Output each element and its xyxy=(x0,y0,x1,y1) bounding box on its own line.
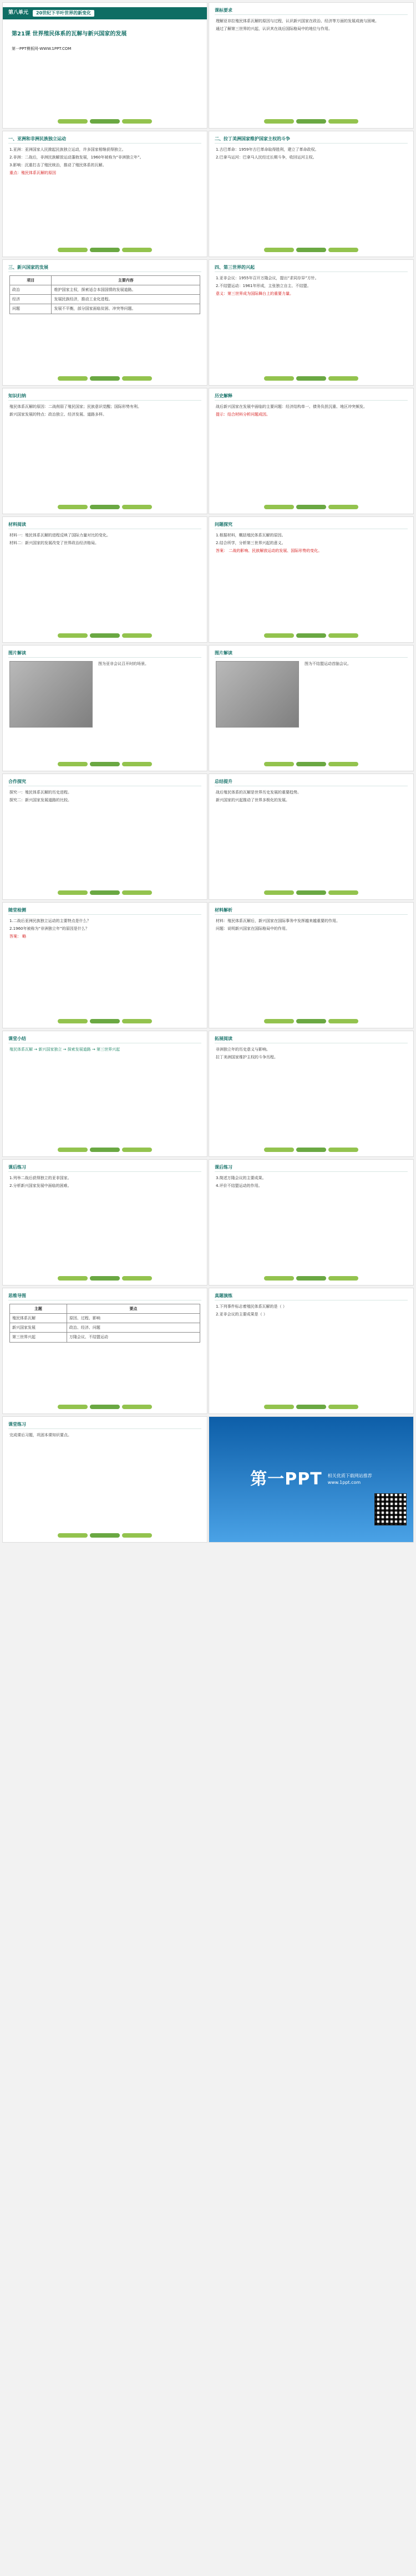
slide-content xyxy=(216,18,407,114)
text-line: 2.不结盟运动：1961年形成，主张独立自主、不结盟。 xyxy=(216,284,311,289)
text-line: 3.影响：沉重打击了殖民统治，推动了殖民体系的瓦解。 xyxy=(9,163,106,168)
slide-title: 历史解释 xyxy=(215,393,408,401)
answer-text: 二战的影响、民族解放运动的发展、国际形势的变化。 xyxy=(229,549,322,554)
slide-footer xyxy=(3,762,207,767)
slide-content xyxy=(216,275,407,371)
footer-pill xyxy=(122,1533,152,1538)
text-line: 2.巴拿马运河：巴拿马人民经过长期斗争，收回运河主权。 xyxy=(216,155,317,160)
slide-content xyxy=(216,147,407,242)
slide-content xyxy=(216,661,407,756)
brand-panel xyxy=(209,1417,413,1542)
historical-photo xyxy=(216,661,299,728)
table-cell: 经济 xyxy=(10,295,52,304)
answer-text: 略 xyxy=(22,934,27,939)
text-line: 2.1960年被称为“非洲独立年”的原因是什么？ xyxy=(9,926,89,931)
photo-caption: 图为不结盟运动首脑会议。 xyxy=(305,662,351,666)
footer-pill xyxy=(90,119,120,124)
footer-pill xyxy=(296,505,326,509)
slide-section-three xyxy=(2,259,207,386)
text-line: 2.结合所学，分析第三世界兴起的意义。 xyxy=(216,541,286,546)
table-cell: 问题 xyxy=(10,304,52,314)
footer-pill xyxy=(122,1148,152,1152)
content-table xyxy=(9,1304,200,1343)
text-line: 2.非洲：二战后，非洲民族解放运动蓬勃发展，1960年被称为“非洲独立年”。 xyxy=(9,155,144,160)
text-line: 探究一：殖民体系瓦解的历史进程。 xyxy=(9,790,72,795)
slide-title: 总结提升 xyxy=(215,779,408,786)
text-line: 4.评价不结盟运动的作用。 xyxy=(216,1184,262,1189)
footer-pill xyxy=(264,1276,294,1281)
footer-pill xyxy=(264,376,294,381)
footer-pill xyxy=(58,1148,88,1152)
unit-label: 第八单元 xyxy=(8,10,29,16)
slide-title: 课标要求 xyxy=(215,7,408,15)
slide-extended xyxy=(209,1031,414,1157)
footer-pill xyxy=(264,505,294,509)
slide-explanation xyxy=(209,388,414,514)
text-line: 拉丁美洲国家维护主权的斗争历程。 xyxy=(216,1055,278,1060)
slide-content xyxy=(9,404,200,499)
footer-pill xyxy=(122,505,152,509)
text-line: 殖民体系瓦解的原因：二战削弱了殖民国家；民族意识觉醒；国际形势有利。 xyxy=(9,404,141,409)
footer-pill xyxy=(122,248,152,252)
footer-pill xyxy=(264,762,294,766)
slide-mindmap xyxy=(2,1288,207,1414)
footer-pill xyxy=(264,1148,294,1152)
table-header: 主题 xyxy=(10,1304,67,1314)
text-line: 材料一：殖民体系瓦解的进程反映了国际力量对比的变化。 xyxy=(9,533,110,537)
slide-picture-1 xyxy=(2,645,207,771)
slide-cooperate xyxy=(2,774,207,900)
table-cell: 第三世界兴起 xyxy=(10,1333,67,1342)
slide-inquiry xyxy=(209,516,414,643)
slide-content xyxy=(216,790,407,885)
slide-title: 一、亚洲和非洲民族独立运动 xyxy=(8,136,201,144)
slide-classwork xyxy=(2,1416,207,1543)
slide-content xyxy=(9,275,200,371)
slide-title: 知识归纳 xyxy=(8,393,201,401)
slide-content xyxy=(9,1304,200,1399)
text-line: 战后新兴国家在发展中面临的主要问题：经济结构单一、债务负担沉重、地区冲突频发。 xyxy=(216,404,367,409)
slide-analysis xyxy=(209,902,414,1028)
text-line: 通过了解第三世界的兴起，认识其在战后国际格局中的地位与作用。 xyxy=(216,27,332,32)
footer-pill xyxy=(90,1533,120,1538)
slide-material xyxy=(2,516,207,643)
table-header: 要点 xyxy=(67,1304,200,1314)
lesson-subtitle: 第一PPT模板网-WWW.1PPT.COM xyxy=(12,47,72,51)
footer-pill xyxy=(122,890,152,895)
slide-footer xyxy=(209,633,413,639)
footer-pill xyxy=(328,1405,358,1409)
footer-pill xyxy=(58,762,88,766)
slide-content xyxy=(9,532,200,628)
unit-banner xyxy=(3,7,207,19)
slide-title: 课堂练习 xyxy=(8,1421,201,1429)
footer-pill xyxy=(296,1019,326,1023)
table-header: 项目 xyxy=(10,276,52,285)
slide-content xyxy=(9,1432,200,1528)
footer-pill xyxy=(90,1405,120,1409)
slide-title: 问题探究 xyxy=(215,521,408,529)
slide-title: 课后练习 xyxy=(8,1164,201,1172)
slide-title: 四、第三世界的兴起 xyxy=(215,264,408,272)
table-cell: 政治 xyxy=(10,285,52,295)
historical-photo xyxy=(9,661,93,728)
footer-pill xyxy=(90,1019,120,1023)
footer-pill xyxy=(90,1148,120,1152)
content-table xyxy=(9,275,200,314)
footer-pill xyxy=(58,1405,88,1409)
footer-pill xyxy=(58,248,88,252)
footer-pill xyxy=(328,1276,358,1281)
photo-caption: 图为亚非会议召开时的场景。 xyxy=(98,662,149,666)
footer-pill xyxy=(58,633,88,638)
footer-pill xyxy=(58,505,88,509)
text-line: 材料二：新兴国家的发展改变了世界政治经济格局。 xyxy=(9,541,99,546)
slide-content xyxy=(216,1304,407,1399)
brand-sub-line: 相关优质下载网站推荐 xyxy=(327,1473,372,1478)
footer-pill xyxy=(122,633,152,638)
table-cell: 发展民族经济，推动工业化进程。 xyxy=(52,295,200,304)
footer-pill xyxy=(296,1405,326,1409)
footer-pill xyxy=(122,119,152,124)
slide-content xyxy=(9,790,200,885)
table-cell: 维护国家主权，探索适合本国国情的发展道路。 xyxy=(52,285,200,295)
footer-pill xyxy=(328,376,358,381)
brand-logo: 第一PPT xyxy=(250,1469,322,1489)
slide-title: 合作探究 xyxy=(8,779,201,786)
table-row xyxy=(10,1333,200,1342)
slide-footer xyxy=(209,1019,413,1025)
lesson-title: 第21课 世界殖民体系的瓦解与新兴国家的发展 xyxy=(12,31,127,37)
footer-pill xyxy=(264,248,294,252)
footer-pill xyxy=(122,1019,152,1023)
text-line: 1.列举二战后获得独立的亚非国家。 xyxy=(9,1176,72,1180)
text-line: 1.二战后亚洲民族独立运动的主要特点是什么？ xyxy=(9,919,91,923)
slide-footer xyxy=(209,1405,413,1410)
table-row xyxy=(10,304,200,314)
footer-pill xyxy=(90,248,120,252)
unit-tag: 20世纪下半叶世界的新变化 xyxy=(33,10,94,17)
slide-footer xyxy=(3,248,207,253)
slide-footer xyxy=(3,1405,207,1410)
slide-title: 拓展阅读 xyxy=(215,1036,408,1043)
footer-pill xyxy=(296,762,326,766)
slide-footer xyxy=(3,1276,207,1282)
footer-pill xyxy=(90,890,120,895)
answer-label: 答案： xyxy=(216,549,227,554)
footer-pill xyxy=(122,376,152,381)
slide-title: 课后练习 xyxy=(215,1164,408,1172)
slide-brand xyxy=(209,1416,414,1543)
slide-picture-2 xyxy=(209,645,414,771)
table-row xyxy=(10,1323,200,1333)
footer-pill xyxy=(296,1148,326,1152)
footer-pill xyxy=(296,633,326,638)
table-cell: 发展不平衡，部分国家面临贫困、冲突等问题。 xyxy=(52,304,200,314)
table-row xyxy=(10,285,200,295)
slide-footer xyxy=(3,633,207,639)
text-line: 新兴国家发展的特点：政治独立、经济发展、道路多样。 xyxy=(9,412,106,417)
footer-pill xyxy=(58,890,88,895)
slide-content xyxy=(216,404,407,499)
text-line: 1.古巴革命：1959年古巴革命取得胜利，建立了革命政权。 xyxy=(216,147,319,152)
text-line: 1.亚非会议：1955年召开万隆会议，提出“求同存异”方针。 xyxy=(216,276,319,280)
footer-pill xyxy=(296,119,326,124)
slide-exercise-2 xyxy=(209,1159,414,1286)
slide-title: 图片解读 xyxy=(8,650,201,658)
footer-pill xyxy=(328,890,358,895)
footer-pill xyxy=(90,376,120,381)
text-line: 问题：说明新兴国家在国际格局中的作用。 xyxy=(216,926,290,931)
slide-footer xyxy=(209,505,413,510)
slide-footer xyxy=(209,119,413,125)
slide-real-exam xyxy=(209,1288,414,1414)
footer-pill xyxy=(122,1405,152,1409)
slide-content xyxy=(9,1047,200,1142)
footer-pill xyxy=(264,890,294,895)
slide-quiz xyxy=(2,902,207,1028)
slide-footer xyxy=(3,1533,207,1539)
table-cell: 政治、经济、问题 xyxy=(67,1323,200,1333)
footer-pill xyxy=(264,1019,294,1023)
slide-section-one xyxy=(2,131,207,257)
slide-content xyxy=(216,1047,407,1142)
slide-content xyxy=(9,661,200,756)
table-row xyxy=(10,295,200,304)
footer-pill xyxy=(328,762,358,766)
slide-content xyxy=(9,147,200,242)
table-row xyxy=(10,1314,200,1323)
text-line: 殖民体系瓦解 → 新兴国家独立 → 探索发展道路 → 第三世界兴起 xyxy=(9,1047,120,1052)
footer-pill xyxy=(296,376,326,381)
slide-content xyxy=(9,1175,200,1271)
text-line: 非洲独立年的历史意义与影响。 xyxy=(216,1047,270,1052)
slide-class-summary xyxy=(2,1031,207,1157)
text-line: 材料：殖民体系瓦解后，新兴国家在国际事务中发挥越来越重要的作用。 xyxy=(216,919,340,923)
highlight-line: 意义：第三世界成为国际舞台上的重要力量。 xyxy=(216,291,293,296)
slide-section-two xyxy=(209,131,414,257)
footer-pill xyxy=(328,1148,358,1152)
footer-pill xyxy=(58,119,88,124)
slide-footer xyxy=(209,890,413,896)
footer-pill xyxy=(328,633,358,638)
footer-pill xyxy=(58,1276,88,1281)
qr-code-icon xyxy=(374,1493,407,1525)
text-line: 1.亚洲：亚洲国家人民掀起民族独立运动，许多国家相继获得独立。 xyxy=(9,147,126,152)
highlight-line: 提示：结合材料分析问题成因。 xyxy=(216,412,270,417)
highlight-line: 重点：殖民体系瓦解的原因 xyxy=(9,171,56,176)
slide-title: 材料解析 xyxy=(215,907,408,915)
slide-cover xyxy=(2,2,207,129)
text-line: 1.根据材料，概括殖民体系瓦解的原因。 xyxy=(216,533,286,537)
text-line: 新兴国家的兴起推动了世界多极化的发展。 xyxy=(216,798,290,803)
slide-title: 思维导图 xyxy=(8,1293,201,1300)
slide-title: 随堂检测 xyxy=(8,907,201,915)
brand-sub-line: www.1ppt.com xyxy=(327,1480,361,1485)
footer-pill xyxy=(90,762,120,766)
table-cell: 新兴国家发展 xyxy=(10,1323,67,1333)
footer-pill xyxy=(296,890,326,895)
slide-standards xyxy=(209,2,414,129)
text-line: 2.分析新兴国家发展中面临的困难。 xyxy=(9,1184,72,1189)
slide-content xyxy=(216,1175,407,1271)
slide-title: 真题演练 xyxy=(215,1293,408,1300)
table-header: 主要内容 xyxy=(52,276,200,285)
slide-footer xyxy=(209,1148,413,1153)
footer-pill xyxy=(90,633,120,638)
footer-pill xyxy=(264,119,294,124)
slide-footer xyxy=(3,1148,207,1153)
table-cell: 万隆会议、不结盟运动 xyxy=(67,1333,200,1342)
text-line: 探究二：新兴国家发展道路的比较。 xyxy=(9,798,72,803)
footer-pill xyxy=(58,1533,88,1538)
footer-pill xyxy=(122,762,152,766)
footer-pill xyxy=(296,1276,326,1281)
footer-pill xyxy=(328,248,358,252)
slide-footer xyxy=(209,376,413,382)
slide-exercise-1 xyxy=(2,1159,207,1286)
slide-title: 课堂小结 xyxy=(8,1036,201,1043)
footer-pill xyxy=(90,505,120,509)
slide-title: 图片解读 xyxy=(215,650,408,658)
slide-footer xyxy=(3,505,207,510)
slide-improve xyxy=(209,774,414,900)
slide-footer xyxy=(209,248,413,253)
slide-footer xyxy=(3,1019,207,1025)
slide-footer xyxy=(3,376,207,382)
text-line: 理解亚非拉殖民体系瓦解的原因与过程，认识新兴国家在政治、经济等方面的发展成就与困境。 xyxy=(216,19,379,23)
slide-footer xyxy=(3,119,207,125)
slide-section-four xyxy=(209,259,414,386)
slide-content xyxy=(216,532,407,628)
footer-pill xyxy=(58,1019,88,1023)
text-line: 完成课后习题，巩固本课知识要点。 xyxy=(9,1433,72,1437)
text-line: 战后殖民体系的瓦解是世界历史发展的重要趋势。 xyxy=(216,790,301,795)
slide-footer xyxy=(209,1276,413,1282)
slide-summary xyxy=(2,388,207,514)
slide-content xyxy=(9,918,200,1013)
footer-pill xyxy=(264,633,294,638)
table-cell: 殖民体系瓦解 xyxy=(10,1314,67,1323)
footer-pill xyxy=(122,1276,152,1281)
slide-content xyxy=(216,918,407,1013)
text-line: 3.简述万隆会议的主要成果。 xyxy=(216,1176,266,1180)
answer-label: 答案： xyxy=(9,934,21,939)
slide-footer xyxy=(3,890,207,896)
brand-sub xyxy=(328,1473,372,1486)
slide-title: 三、新兴国家的发展 xyxy=(8,264,201,272)
footer-pill xyxy=(328,505,358,509)
slide-footer xyxy=(209,762,413,767)
table-cell: 原因、过程、影响 xyxy=(67,1314,200,1323)
text-line: 2.亚非会议的主要成果是（ ） xyxy=(216,1312,267,1317)
footer-pill xyxy=(328,1019,358,1023)
slide-title: 材料阅读 xyxy=(8,521,201,529)
footer-pill xyxy=(264,1405,294,1409)
text-line: 1.下列事件标志着殖民体系瓦解的是（ ） xyxy=(216,1304,287,1309)
footer-pill xyxy=(58,376,88,381)
footer-pill xyxy=(328,119,358,124)
footer-pill xyxy=(296,248,326,252)
footer-pill xyxy=(90,1276,120,1281)
slide-title: 二、拉丁美洲国家维护国家主权的斗争 xyxy=(215,136,408,144)
